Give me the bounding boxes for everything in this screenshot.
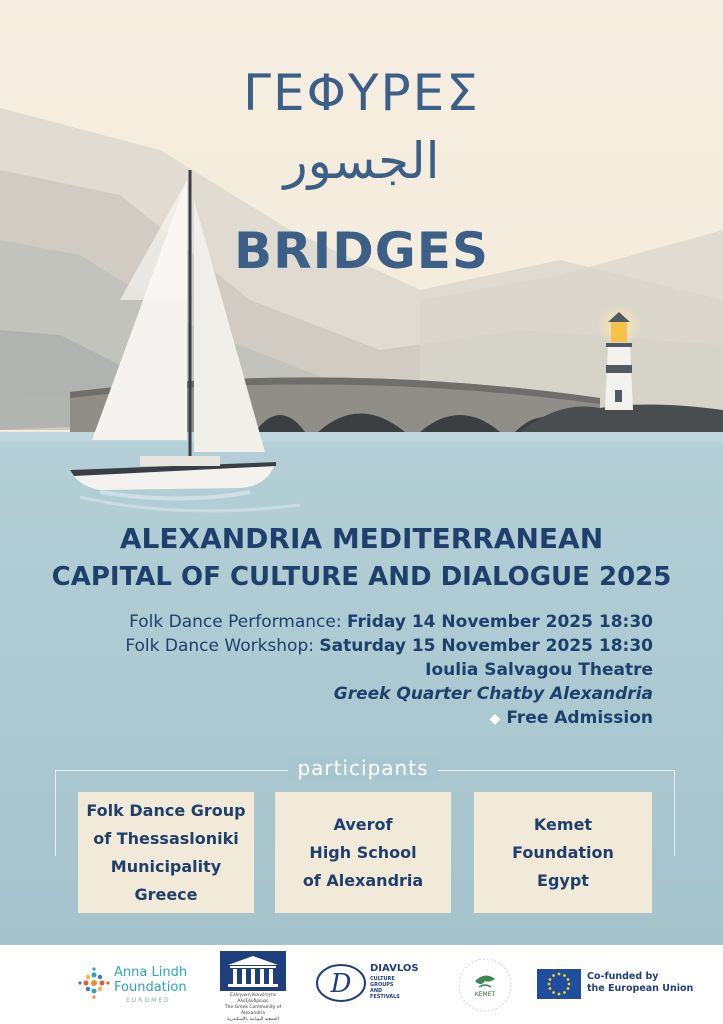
participants-label: participants: [288, 756, 438, 780]
diavlos-emblem-icon: [316, 963, 366, 1003]
title-arabic: الجسور: [283, 132, 440, 190]
diavlos-sub-2: GROUPS: [370, 982, 394, 988]
title-english: BRIDGES: [234, 222, 489, 280]
kemet-logo: [455, 957, 517, 1013]
greek-community-logo: [217, 951, 289, 1022]
kemet-emblem-icon: [455, 957, 515, 1013]
admission-text: Free Admission: [506, 708, 653, 728]
workshop-info: [125, 636, 653, 656]
eu-flag-icon: [537, 969, 581, 999]
temple-icon: [220, 951, 286, 991]
diavlos-sub-4: FESTIVALS: [370, 994, 400, 1000]
diavlos-name: DIAVLOS: [370, 963, 419, 974]
sponsor-footer: [0, 945, 723, 1024]
title-greek: ΓΕΦΥΡΕΣ: [243, 64, 480, 122]
anna-lindh-sub: EUROMED: [126, 997, 171, 1004]
participant-name: Folk Dance Group of Thessasloniki Municipality Greece: [86, 800, 246, 904]
participant-name: Kemet Foundation Egypt: [512, 814, 614, 890]
greek-community-line-3: الجمعية اليونانية بالإسكندرية: [227, 1017, 279, 1022]
anna-lindh-name-2: Foundation: [114, 980, 187, 995]
admission-info: [490, 708, 653, 728]
greek-community-line-2: The Greek Community of Alexandria: [224, 1005, 282, 1016]
diavlos-sub-3: AND: [370, 988, 383, 994]
participant-box: [275, 792, 451, 913]
diamond-bullet-icon: ◆: [489, 711, 501, 727]
diavlos-logo: [316, 961, 426, 1007]
venue: Ioulia Salvagou Theatre: [425, 660, 653, 680]
venue-location: Greek Quarter Chatby Alexandria: [333, 684, 653, 704]
workshop-label: Folk Dance Workshop:: [125, 636, 314, 656]
anna-lindh-dots-icon: [78, 967, 110, 999]
headline-line-2: CAPITAL OF CULTURE AND DIALOGUE 2025: [51, 562, 672, 592]
svg-text:D: D: [330, 969, 352, 999]
headline-line-1: ALEXANDRIA MEDITERRANEAN: [119, 522, 604, 555]
anna-lindh-logo: [78, 963, 188, 1009]
eu-line-1: Co-funded by: [587, 971, 659, 982]
performance-info: [129, 612, 653, 632]
anna-lindh-name-1: Anna Lindh: [114, 965, 188, 980]
participant-name: Averof High School of Alexandria: [302, 814, 424, 890]
performance-date: Friday 14 November 2025 18:30: [346, 612, 653, 632]
performance-label: Folk Dance Performance:: [129, 612, 342, 632]
eu-line-2: the European Union: [587, 983, 694, 994]
greek-community-line-1: Ελληνική Κοινότητα Αλεξάνδρειας: [230, 993, 276, 1004]
participant-box: [474, 792, 652, 913]
eu-logo: [537, 969, 694, 1001]
diavlos-sub-1: CULTURE: [370, 976, 395, 982]
workshop-date: Saturday 15 November 2025 18:30: [319, 636, 653, 656]
kemet-name: KEMET: [474, 991, 496, 998]
participant-box: [78, 792, 254, 913]
